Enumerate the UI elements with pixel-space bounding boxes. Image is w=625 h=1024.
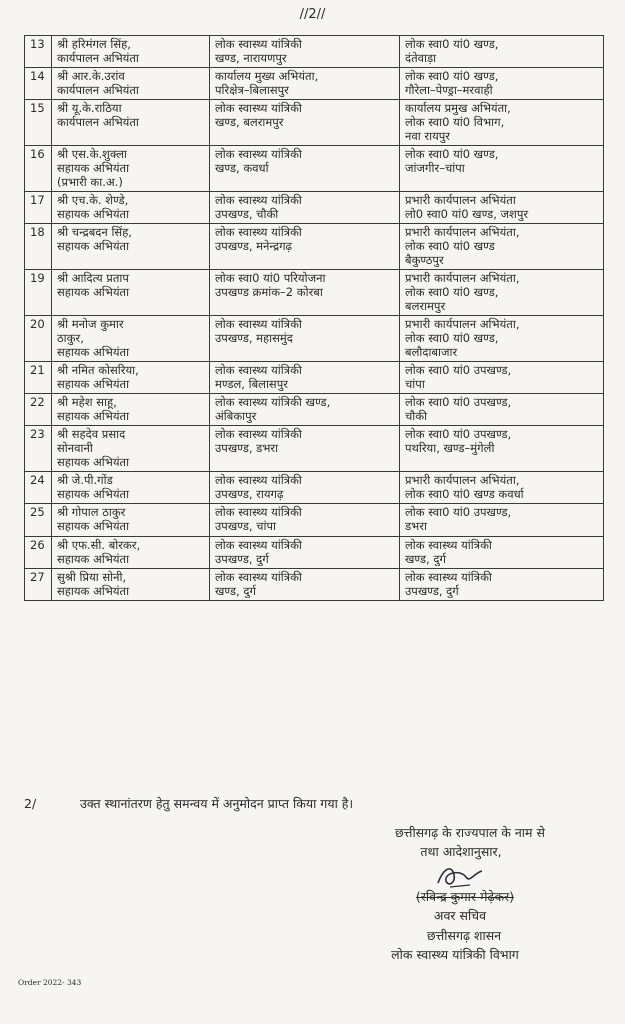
closing-line-2: तथा आदेशानुसार, [420,844,502,860]
signatory-department: लोक स्वास्थ्य यांत्रिकी विभाग [391,947,519,963]
serial-number: 25 [25,504,52,536]
officer-name-line: (प्रभारी का.अ.) [57,175,123,190]
table-row [25,504,604,536]
new-posting-line: लोक स्वा0 यां0 खण्ड, [405,285,499,300]
new-posting [400,568,604,600]
current-posting [210,192,400,224]
current-posting-line: परिक्षेत्र–बिलासपुर [215,83,289,98]
new-posting-line: लोक स्वा0 यां0 खण्ड, [405,69,499,84]
new-posting-line: लोक स्वा0 यां0 खण्ड, [405,147,499,162]
officer-name [52,146,210,192]
officer-name-line: कार्यपालन अभियंता [57,83,139,98]
current-posting-line: लोक स्वास्थ्य यांत्रिकी [215,537,302,552]
current-posting-line: लोक स्वास्थ्य यांत्रिकी [215,37,302,51]
current-posting-line: उपखण्ड क्रमांक–2 कोरबा [215,285,323,300]
current-posting-line: लोक स्वास्थ्य यांत्रिकी [215,363,302,378]
current-posting-line: उपखण्ड, रायगढ़ [215,487,284,502]
current-posting [210,68,400,100]
officer-name-line: श्री एफ.सी. बोरकर, [57,537,141,552]
current-posting-line: लोक स्वास्थ्य यांत्रिकी [215,317,302,332]
officer-name [52,36,210,68]
new-posting-line: लो0 स्वा0 यां0 खण्ड, जशपुर [405,207,529,222]
new-posting-line: कार्यालय प्रमुख अभियंता, [405,101,511,116]
officer-name-line: श्री गोपाल ठाकुर [57,505,126,520]
new-posting [400,100,604,146]
current-posting-line: उपखण्ड, डभरा [215,441,279,456]
officer-name [52,100,210,146]
table-row [25,192,604,224]
table-row [25,472,604,504]
current-posting [210,362,400,394]
current-posting [210,426,400,472]
officer-name-line: श्री हरिमंगल सिंह, [57,37,131,51]
current-posting-line: उपखण्ड, चौकी [215,207,279,222]
table-row [25,68,604,100]
new-posting-line: बलरामपुर [405,299,446,314]
new-posting-line: लोक स्वा0 यां0 विभाग, [405,115,505,130]
closing-block [330,823,610,862]
current-posting-line: कार्यालय मुख्य अभियंता, [215,69,319,84]
current-posting-line: उपखण्ड, मनेन्द्रगढ़ [215,239,293,254]
new-posting-line: खण्ड, दुर्ग [405,551,446,566]
signatory-government: छत्तीसगढ़ शासन [426,927,502,943]
officer-name-line: सहायक अभियंता [57,207,130,222]
new-posting [400,362,604,394]
new-posting-line: दंतेवाड़ा [405,51,437,66]
closing-line-1: छत्तीसगढ़ के राज्यपाल के नाम से [395,825,545,840]
new-posting-line: बलौदाबाजार [405,345,458,360]
new-posting-line: प्रभारी कार्यपालन अभियंता, [405,473,520,488]
officer-name [52,316,210,362]
current-posting-line: लोक स्वास्थ्य यांत्रिकी [215,225,302,240]
new-posting-line: लोक स्वा0 यां0 खण्ड [405,239,495,254]
new-posting [400,224,604,270]
officer-name [52,68,210,100]
officer-name-line: श्री महेश साहू, [57,395,117,410]
table-row [25,270,604,316]
current-posting-line: अंबिकापुर [215,409,257,424]
new-posting-line: गौरेला–पेण्ड्रा–मरवाही [405,83,493,98]
table-row [25,536,604,568]
new-posting-line: लोक स्वा0 यां0 उपखण्ड, [405,505,512,520]
new-posting [400,316,604,362]
officer-name-line: श्री नमित कोसरिया, [57,363,139,378]
serial-number: 20 [25,316,52,362]
new-posting [400,504,604,536]
new-posting [400,146,604,192]
current-posting-line: खण्ड, बलरामपुर [215,115,284,130]
new-posting-line: लोक स्वा0 यां0 खण्ड, [405,37,499,51]
officer-name-line: सहायक अभियंता [57,487,130,502]
new-posting-line: लोक स्वा0 यां0 खण्ड कवर्धा [405,487,524,502]
current-posting-line: उपखण्ड, महासमुंद [215,331,293,346]
officer-name-line: श्री एच.के. शेण्डे, [57,193,129,208]
officer-name-line: सहायक अभियंता [57,583,130,598]
new-posting-line: जांजगीर–चांपा [405,161,465,176]
serial-number: 16 [25,146,52,192]
new-posting-line: लोक स्वास्थ्य यांत्रिकी [405,537,492,552]
current-posting [210,472,400,504]
new-posting [400,536,604,568]
serial-number: 13 [25,36,52,68]
officer-name-line: श्री आर.के.उरांव [57,69,125,84]
officer-name-line: श्री आदित्य प्रताप [57,271,129,286]
new-posting-line: नवा रायपुर [405,129,450,144]
order-reference: Order 2022- 343 [18,978,82,987]
officer-name [52,362,210,394]
officer-name-line: सहायक अभियंता [57,551,130,566]
table-row [25,100,604,146]
new-posting-line: लोक स्वा0 यां0 उपखण्ड, [405,395,512,410]
current-posting [210,316,400,362]
current-posting [210,394,400,426]
officer-name-line: कार्यपालन अभियंता [57,51,139,66]
new-posting-line: लोक स्वा0 यां0 उपखण्ड, [405,363,512,378]
officer-name [52,536,210,568]
serial-number: 14 [25,68,52,100]
table-row [25,568,604,600]
new-posting-line: डभरा [405,519,427,534]
current-posting [210,270,400,316]
officer-name-line: श्री मनोज कुमार [57,317,124,332]
new-posting [400,394,604,426]
officer-name-line: श्री एस.के.शुक्ला [57,147,127,162]
current-posting-line: खण्ड, कवर्धा [215,161,269,176]
paragraph-2 [24,795,353,812]
officer-name-line: सहायक अभियंता [57,409,130,424]
transfer-table [24,35,604,601]
paragraph-text: उक्त स्थानांतरण हेतु समन्वय में अनुमोदन प्राप्त किया गया है। [80,796,354,811]
serial-number: 15 [25,100,52,146]
current-posting-line: उपखण्ड, चांपा [215,519,276,534]
officer-name-line: श्री जे.पी.गोंड [57,473,113,488]
table-row [25,224,604,270]
current-posting-line: लोक स्वास्थ्य यांत्रिकी [215,505,302,520]
new-posting-line: बैकुण्ठपुर [405,253,444,268]
current-posting [210,146,400,192]
table-row [25,394,604,426]
current-posting-line: खण्ड, दुर्ग [215,583,256,598]
page-marker: //2// [299,7,326,22]
signatory-block [330,887,610,965]
officer-name-line: सोनवानी [57,441,93,456]
new-posting [400,426,604,472]
current-posting-line: लोक स्वास्थ्य यांत्रिकी खण्ड, [215,395,331,410]
current-posting [210,224,400,270]
new-posting [400,36,604,68]
signatory-designation: अवर सचिव [433,908,487,924]
officer-name [52,224,210,270]
current-posting-line: खण्ड, नारायणपुर [215,51,287,66]
officer-name-line: सहायक अभियंता [57,161,130,176]
current-posting [210,536,400,568]
new-posting [400,68,604,100]
officer-name-line: सहायक अभियंता [57,239,130,254]
serial-number: 21 [25,362,52,394]
serial-number: 19 [25,270,52,316]
new-posting-line: चौकी [405,409,428,424]
transfer-table-body [25,36,604,601]
new-posting-line: पथरिया, खण्ड–मुंगेली [405,441,495,456]
new-posting-line: प्रभारी कार्यपालन अभियंता, [405,225,520,240]
officer-name-line: श्री यू.के.राठिया [57,101,122,116]
officer-name-line: सहायक अभियंता [57,519,130,534]
table-row [25,146,604,192]
current-posting-line: लोक स्वास्थ्य यांत्रिकी [215,427,302,442]
officer-name-line: कार्यपालन अभियंता [57,115,139,130]
officer-name-line: श्री सहदेव प्रसाद [57,427,126,442]
officer-name-line: सहायक अभियंता [57,377,130,392]
new-posting-line: लोक स्वा0 यां0 खण्ड, [405,331,499,346]
current-posting-line: मण्डल, बिलासपुर [215,377,288,392]
serial-number: 24 [25,472,52,504]
table-row [25,362,604,394]
table-row [25,426,604,472]
officer-name-line: सुश्री प्रिया सोनी, [57,569,127,584]
officer-name [52,426,210,472]
new-posting-line: प्रभारी कार्यपालन अभियंता, [405,317,520,332]
serial-number: 22 [25,394,52,426]
current-posting-line: उपखण्ड, दुर्ग [215,551,269,566]
current-posting-line: लोक स्वा0 यां0 परियोजना [215,271,326,286]
officer-name-line: सहायक अभियंता [57,285,130,300]
current-posting [210,100,400,146]
new-posting [400,270,604,316]
new-posting-line: उपखण्ड, दुर्ग [405,583,459,598]
officer-name-line: ठाकुर, [57,331,84,346]
officer-name [52,270,210,316]
table-row [25,316,604,362]
paragraph-number: 2/ [24,796,37,811]
officer-name [52,472,210,504]
current-posting-line: लोक स्वास्थ्य यांत्रिकी [215,101,302,116]
officer-name-line: सहायक अभियंता [57,345,130,360]
serial-number: 17 [25,192,52,224]
current-posting-line: लोक स्वास्थ्य यांत्रिकी [215,193,302,208]
table-row [25,36,604,68]
new-posting-line: चांपा [405,377,425,392]
serial-number: 23 [25,426,52,472]
new-posting-line: प्रभारी कार्यपालन अभियंता [405,193,516,208]
officer-name-line: श्री चन्द्रबदन सिंह, [57,225,132,240]
officer-name [52,394,210,426]
new-posting [400,192,604,224]
officer-name-line: सहायक अभियंता [57,455,130,470]
current-posting [210,36,400,68]
officer-name [52,568,210,600]
current-posting-line: लोक स्वास्थ्य यांत्रिकी [215,147,302,162]
serial-number: 18 [25,224,52,270]
current-posting [210,504,400,536]
officer-name [52,504,210,536]
new-posting-line: लोक स्वास्थ्य यांत्रिकी [405,569,492,584]
officer-name [52,192,210,224]
new-posting-line: लोक स्वा0 यां0 उपखण्ड, [405,427,512,442]
signatory-name: (रविन्द्र कुमार मेढ़ेकर) [415,889,515,904]
serial-number: 26 [25,536,52,568]
new-posting-line: प्रभारी कार्यपालन अभियंता, [405,271,520,286]
current-posting [210,568,400,600]
serial-number: 27 [25,568,52,600]
new-posting [400,472,604,504]
current-posting-line: लोक स्वास्थ्य यांत्रिकी [215,473,302,488]
current-posting-line: लोक स्वास्थ्य यांत्रिकी [215,569,302,584]
